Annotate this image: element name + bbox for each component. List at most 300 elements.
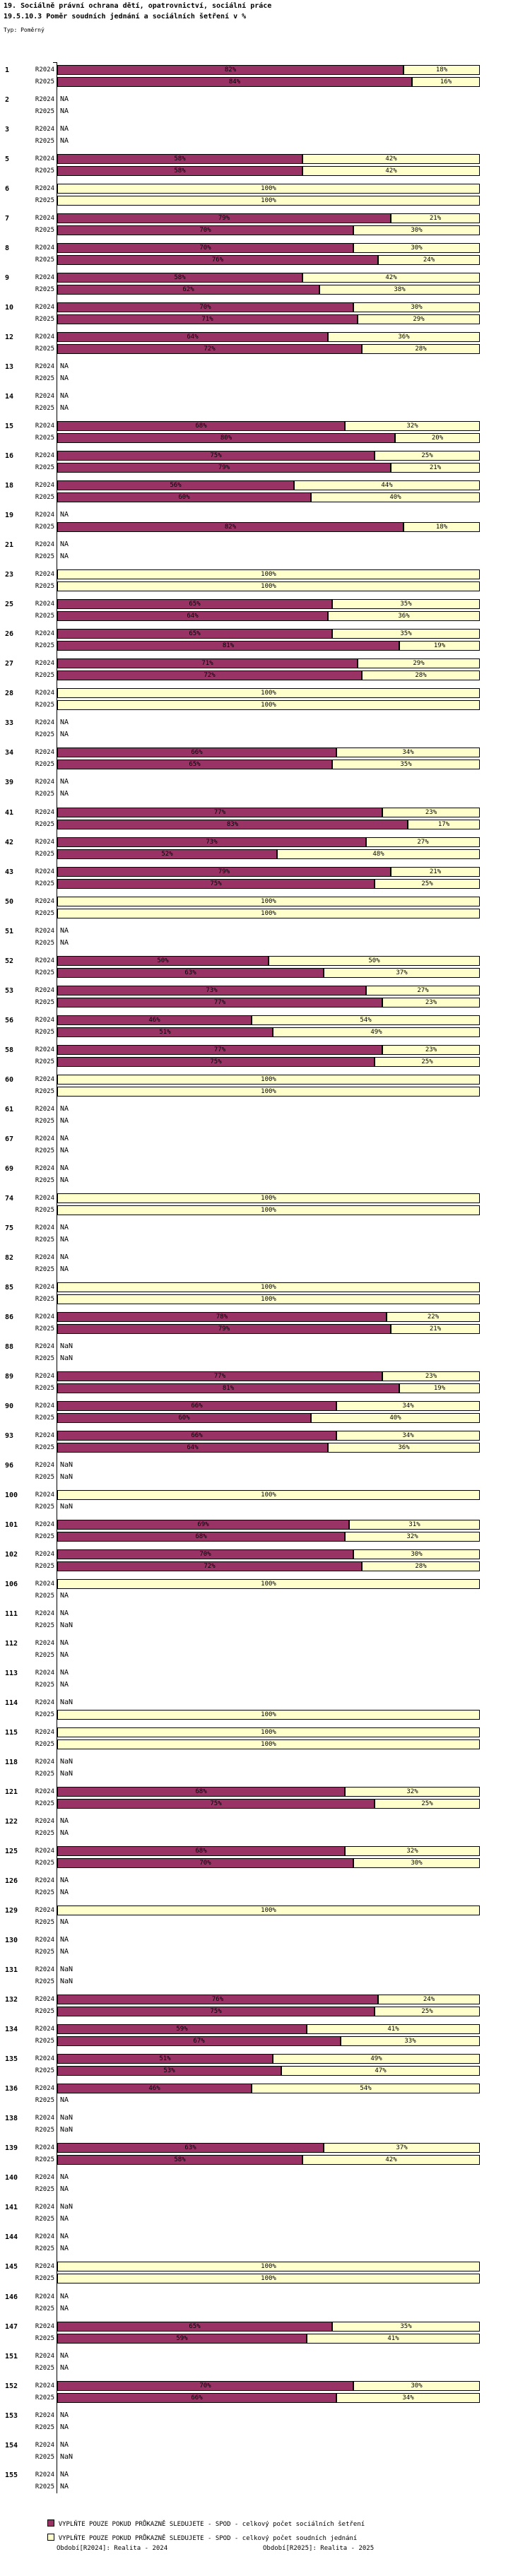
legend-swatch-light-icon	[47, 2534, 54, 2541]
na-label: NA	[60, 1253, 69, 1261]
bar-light-segment	[408, 820, 480, 829]
bar-value-label: 100%	[261, 1581, 276, 1588]
bar-value-label: 66%	[191, 2394, 203, 2401]
bar-dark-segment	[57, 998, 382, 1008]
period-label: R2025	[35, 2008, 54, 2015]
na-label: NA	[60, 2096, 69, 2104]
bar-light-segment	[311, 1413, 480, 1423]
na-label: NA	[60, 1609, 69, 1617]
na-label: NaN	[60, 1621, 73, 1629]
bar-value-label: 34%	[402, 1432, 414, 1439]
bar-value-label: 100%	[261, 1729, 276, 1736]
row-id-label: 111	[5, 1610, 18, 1618]
bar-dark-segment	[57, 599, 332, 609]
bar-dark-segment	[57, 2036, 341, 2046]
period-label: R2025	[35, 880, 54, 887]
period-label: R2025	[35, 1830, 54, 1837]
bar-value-label: 50%	[157, 957, 169, 964]
na-label: NA	[60, 1224, 69, 1231]
bar-value-label: 72%	[204, 1563, 216, 1570]
bar-value-label: 75%	[210, 2008, 222, 2015]
period-label: R2024	[35, 1877, 54, 1884]
bar-value-label: 82%	[224, 66, 237, 73]
bar-value-label: 58%	[174, 155, 186, 163]
bar-value-label: 68%	[195, 1848, 207, 1855]
bar-value-label: 34%	[402, 749, 414, 756]
bar-dark-segment	[57, 2381, 353, 2391]
row-id-label: 113	[5, 1670, 18, 1677]
period-label: R2025	[35, 2275, 54, 2282]
bar-value-label: 24%	[423, 256, 435, 264]
bar-value-label: 100%	[261, 910, 276, 917]
bar-value-label: 33%	[404, 2038, 416, 2045]
period-label: R2024	[35, 2412, 54, 2419]
period-label: R2025	[35, 702, 54, 709]
period-label: R2024	[35, 1373, 54, 1380]
row-id-label: 69	[5, 1165, 14, 1173]
bar-value-label: 100%	[261, 1207, 276, 1214]
bar-light-segment	[57, 897, 480, 906]
row-id-label: 33	[5, 719, 14, 727]
bar-light-segment	[375, 879, 480, 889]
bar-light-segment	[57, 1294, 480, 1304]
period-label: R2024	[35, 2144, 54, 2151]
bar-value-label: 79%	[218, 464, 230, 471]
bar-light-segment	[353, 243, 480, 253]
bar-value-label: 30%	[411, 2382, 423, 2389]
bar-value-label: 100%	[261, 690, 276, 697]
na-label: NA	[60, 719, 69, 726]
period-label: R2024	[35, 1966, 54, 1973]
row-id-label: 93	[5, 1432, 14, 1440]
period-label: R2024	[35, 541, 54, 548]
period-label: R2025	[35, 1741, 54, 1748]
period-label: R2025	[35, 138, 54, 145]
bar-value-label: 25%	[421, 1058, 433, 1065]
bar-value-label: 56%	[170, 482, 182, 489]
bar-value-label: 21%	[429, 464, 442, 471]
na-label: NA	[60, 1164, 69, 1172]
period-label: R2025	[35, 1860, 54, 1867]
bar-dark-segment	[57, 1431, 336, 1441]
row-id-label: 146	[5, 2293, 18, 2301]
bar-value-label: 42%	[385, 167, 397, 175]
na-label: NA	[60, 731, 69, 738]
period-label: R2025	[35, 494, 54, 501]
bar-dark-segment	[57, 808, 382, 817]
row-id-label: 26	[5, 630, 14, 638]
bar-value-label: 100%	[261, 2263, 276, 2270]
bar-value-label: 75%	[210, 880, 222, 887]
period-note-r2024: Období[R2024]: Realita - 2024	[57, 2545, 168, 2552]
bar-value-label: 37%	[396, 969, 408, 976]
period-label: R2025	[35, 553, 54, 560]
bar-value-label: 16%	[440, 78, 452, 85]
bar-value-label: 77%	[213, 809, 226, 816]
bar-light-segment	[349, 1520, 480, 1530]
na-label: NA	[60, 2293, 69, 2300]
bar-value-label: 49%	[370, 2055, 382, 2062]
na-label: NA	[60, 2352, 69, 2360]
bar-value-label: 100%	[261, 1491, 276, 1499]
bar-dark-segment	[57, 1846, 345, 1856]
row-id-label: 126	[5, 1877, 18, 1885]
bar-value-label: 21%	[429, 868, 442, 875]
bar-dark-segment	[57, 1383, 399, 1393]
period-label: R2024	[35, 1135, 54, 1142]
bar-dark-segment	[57, 867, 391, 877]
bar-value-label: 49%	[370, 1029, 382, 1036]
bar-light-segment	[57, 2262, 480, 2271]
period-label: R2025	[35, 108, 54, 115]
row-id-label: 130	[5, 1937, 18, 1944]
bar-dark-segment	[57, 1312, 387, 1322]
bar-light-segment	[375, 451, 480, 461]
row-id-label: 6	[5, 185, 10, 193]
bar-dark-segment	[57, 1015, 252, 1025]
period-label: R2025	[35, 1800, 54, 1807]
bar-light-segment	[57, 184, 480, 194]
bar-value-label: 100%	[261, 1284, 276, 1291]
na-label: NaN	[60, 2126, 73, 2134]
bar-dark-segment	[57, 421, 345, 431]
period-label: R2024	[35, 839, 54, 846]
bar-dark-segment	[57, 2393, 336, 2403]
row-id-label: 58	[5, 1046, 14, 1054]
na-label: NA	[60, 404, 69, 412]
bar-value-label: 63%	[184, 2144, 196, 2151]
period-label: R2024	[35, 1254, 54, 1261]
period-label: R2025	[35, 2394, 54, 2401]
bar-dark-segment	[57, 1799, 375, 1809]
period-label: R2025	[35, 524, 54, 531]
bar-value-label: 84%	[228, 78, 241, 85]
na-label: NA	[60, 374, 69, 382]
bar-value-label: 46%	[148, 1017, 160, 1024]
bar-value-label: 35%	[400, 761, 412, 768]
bar-light-segment	[391, 213, 480, 223]
period-label: R2025	[35, 2038, 54, 2045]
bar-value-label: 40%	[389, 1414, 401, 1422]
row-id-label: 102	[5, 1551, 18, 1559]
row-id-label: 52	[5, 957, 14, 965]
bar-value-label: 42%	[385, 155, 397, 163]
period-label: R2024	[35, 1402, 54, 1410]
period-label: R2024	[35, 2055, 54, 2062]
row-id-label: 134	[5, 2026, 18, 2033]
period-label: R2024	[35, 779, 54, 786]
bar-light-segment	[328, 332, 480, 342]
row-id-label: 136	[5, 2085, 18, 2093]
bar-light-segment	[57, 1710, 480, 1720]
bar-value-label: 32%	[406, 423, 418, 430]
row-id-label: 96	[5, 1462, 14, 1470]
period-label: R2025	[35, 1711, 54, 1718]
period-label: R2025	[35, 256, 54, 264]
bar-light-segment	[57, 2274, 480, 2283]
period-note-r2025: Období[R2025]: Realita - 2025	[263, 2545, 375, 2552]
row-id-label: 153	[5, 2412, 18, 2420]
bar-value-label: 32%	[406, 1848, 418, 1855]
period-label: R2024	[35, 2353, 54, 2360]
bar-light-segment	[57, 1727, 480, 1737]
row-id-label: 51	[5, 928, 14, 935]
na-label: NaN	[60, 1461, 73, 1469]
bar-value-label: 20%	[431, 435, 444, 442]
row-id-label: 50	[5, 898, 14, 906]
row-id-label: 9	[5, 274, 10, 282]
period-label: R2024	[35, 1076, 54, 1083]
period-label: R2025	[35, 1207, 54, 1214]
row-id-label: 122	[5, 1818, 18, 1826]
bar-value-label: 36%	[398, 1444, 410, 1451]
bar-value-label: 54%	[360, 1017, 372, 1024]
row-id-label: 112	[5, 1640, 18, 1648]
period-label: R2024	[35, 1670, 54, 1677]
bar-dark-segment	[57, 2007, 375, 2016]
bar-value-label: 35%	[400, 630, 412, 637]
na-label: NA	[60, 2471, 69, 2478]
period-label: R2024	[35, 2204, 54, 2211]
period-label: R2024	[35, 1284, 54, 1291]
period-label: R2024	[35, 749, 54, 756]
row-id-label: 135	[5, 2055, 18, 2063]
bar-dark-segment	[57, 658, 358, 668]
na-label: NA	[60, 2185, 69, 2193]
period-label: R2024	[35, 2471, 54, 2478]
row-id-label: 89	[5, 1373, 14, 1381]
period-label: R2024	[35, 1491, 54, 1499]
bar-value-label: 60%	[178, 494, 190, 501]
period-label: R2025	[35, 1622, 54, 1629]
bar-value-label: 64%	[187, 1444, 199, 1451]
bar-value-label: 50%	[368, 957, 380, 964]
period-label: R2025	[35, 1177, 54, 1184]
bar-light-segment	[57, 1490, 480, 1500]
period-label: R2025	[35, 2365, 54, 2372]
row-id-label: 67	[5, 1135, 14, 1143]
period-label: R2025	[35, 1296, 54, 1303]
period-label: R2024	[35, 2233, 54, 2240]
legend-swatch-dark-icon	[47, 2519, 54, 2527]
bar-value-label: 32%	[406, 1533, 418, 1540]
row-id-label: 115	[5, 1729, 18, 1737]
bar-light-segment	[332, 629, 480, 639]
legend-label-1: VYPLŇTE POUZE POKUD PRŮKAZNĚ SLEDUJETE - SPOD - celkový počet sociálních šetření	[58, 2521, 365, 2528]
na-label: NA	[60, 1651, 69, 1659]
bar-value-label: 73%	[206, 987, 218, 994]
bar-value-label: 28%	[415, 1563, 427, 1570]
bar-light-segment	[336, 1401, 480, 1411]
bar-dark-segment	[57, 1443, 328, 1453]
period-label: R2024	[35, 215, 54, 222]
bar-light-segment	[328, 1443, 480, 1453]
period-label: R2025	[35, 731, 54, 738]
bar-value-label: 42%	[385, 2156, 397, 2163]
bar-value-label: 23%	[425, 1373, 437, 1380]
period-label: R2024	[35, 1165, 54, 1172]
period-label: R2024	[35, 987, 54, 994]
period-label: R2024	[35, 1551, 54, 1558]
bar-value-label: 59%	[176, 2026, 188, 2033]
bar-dark-segment	[57, 2084, 252, 2093]
bar-dark-segment	[57, 1520, 349, 1530]
bar-value-label: 29%	[413, 660, 425, 667]
bar-dark-segment	[57, 332, 328, 342]
bar-light-segment	[366, 837, 480, 847]
na-label: NA	[60, 2411, 69, 2419]
bar-value-label: 25%	[421, 880, 433, 887]
period-label: R2024	[35, 898, 54, 905]
row-id-label: 27	[5, 660, 14, 668]
bar-light-segment	[358, 314, 480, 324]
bar-value-label: 79%	[218, 868, 230, 875]
row-id-label: 56	[5, 1017, 14, 1024]
bar-dark-segment	[57, 956, 269, 966]
row-id-label: 131	[5, 1966, 18, 1974]
y-axis-top-tick	[53, 62, 57, 63]
na-label: NaN	[60, 1354, 73, 1362]
row-id-label: 2	[5, 96, 10, 104]
period-label: R2025	[35, 435, 54, 442]
bar-value-label: 100%	[261, 583, 276, 590]
period-label: R2024	[35, 868, 54, 875]
bar-dark-segment	[57, 2143, 324, 2153]
row-id-label: 43	[5, 868, 14, 876]
row-id-label: 42	[5, 839, 14, 846]
bar-value-label: 100%	[261, 185, 276, 192]
bar-light-segment	[57, 1193, 480, 1203]
period-label: R2025	[35, 1118, 54, 1125]
bar-dark-segment	[57, 1858, 353, 1868]
na-label: NaN	[60, 1503, 73, 1511]
bar-light-segment	[336, 2393, 480, 2403]
bar-light-segment	[399, 1383, 480, 1393]
bar-value-label: 48%	[372, 851, 384, 858]
bar-light-segment	[324, 2143, 480, 2153]
bar-value-label: 65%	[189, 761, 201, 768]
bar-dark-segment	[57, 2334, 307, 2344]
period-label: R2025	[35, 910, 54, 917]
bar-light-segment	[328, 611, 480, 621]
period-label: R2025	[35, 2245, 54, 2252]
row-id-label: 106	[5, 1581, 18, 1588]
bar-value-label: 30%	[411, 227, 423, 234]
bar-light-segment	[57, 1579, 480, 1589]
bar-value-label: 51%	[159, 1029, 171, 1036]
period-label: R2024	[35, 482, 54, 489]
row-id-label: 82	[5, 1254, 14, 1262]
bar-dark-segment	[57, 1401, 336, 1411]
bar-value-label: 70%	[199, 227, 211, 234]
row-id-label: 15	[5, 423, 14, 430]
bar-value-label: 70%	[199, 1551, 211, 1558]
period-label: R2025	[35, 1682, 54, 1689]
period-label: R2024	[35, 1848, 54, 1855]
bar-value-label: 70%	[199, 304, 211, 311]
row-id-label: 121	[5, 1788, 18, 1796]
period-label: R2024	[35, 2263, 54, 2270]
period-label: R2025	[35, 2216, 54, 2223]
bar-value-label: 100%	[261, 571, 276, 578]
bar-value-label: 51%	[159, 2055, 171, 2062]
bar-value-label: 23%	[425, 999, 437, 1006]
period-label: R2025	[35, 1474, 54, 1481]
period-label: R2024	[35, 244, 54, 252]
bar-value-label: 70%	[199, 1860, 211, 1867]
bar-value-label: 22%	[427, 1313, 440, 1321]
bar-dark-segment	[57, 273, 302, 283]
period-label: R2025	[35, 1058, 54, 1065]
na-label: NA	[60, 1918, 69, 1926]
period-label: R2024	[35, 423, 54, 430]
bar-value-label: 25%	[421, 1800, 433, 1807]
na-label: NaN	[60, 2203, 73, 2211]
bar-value-label: 34%	[402, 1402, 414, 1410]
bar-dark-segment	[57, 748, 336, 757]
row-id-label: 19	[5, 512, 14, 519]
bar-value-label: 60%	[178, 1414, 190, 1422]
bar-value-label: 75%	[210, 452, 222, 459]
period-label: R2024	[35, 1313, 54, 1321]
period-label: R2025	[35, 464, 54, 471]
period-label: R2024	[35, 1581, 54, 1588]
period-label: R2024	[35, 452, 54, 459]
bar-light-segment	[382, 808, 480, 817]
bar-value-label: 41%	[387, 2335, 399, 2342]
bar-value-label: 18%	[435, 524, 448, 531]
bar-dark-segment	[57, 968, 324, 978]
period-label: R2025	[35, 821, 54, 828]
bar-light-segment	[57, 1087, 480, 1097]
bar-value-label: 35%	[400, 601, 412, 608]
period-label: R2025	[35, 2127, 54, 2134]
bar-dark-segment	[57, 641, 399, 651]
period-label: R2024	[35, 630, 54, 637]
bar-value-label: 83%	[226, 821, 239, 828]
bar-light-segment	[345, 1787, 480, 1797]
period-label: R2024	[35, 1937, 54, 1944]
bar-value-label: 30%	[411, 1860, 423, 1867]
bar-value-label: 66%	[191, 1432, 203, 1439]
period-label: R2024	[35, 1818, 54, 1825]
row-id-label: 61	[5, 1106, 14, 1113]
na-label: NA	[60, 137, 69, 145]
row-id-label: 101	[5, 1521, 18, 1529]
bar-value-label: 34%	[402, 2394, 414, 2401]
bar-value-label: 29%	[413, 316, 425, 323]
bar-light-segment	[382, 998, 480, 1008]
na-label: NaN	[60, 1966, 73, 1973]
chart-type-label: Typ: Poměrný	[4, 27, 45, 33]
bar-value-label: 100%	[261, 1741, 276, 1748]
row-id-label: 138	[5, 2115, 18, 2122]
period-label: R2024	[35, 2382, 54, 2389]
period-label: R2024	[35, 2323, 54, 2330]
period-label: R2024	[35, 1996, 54, 2003]
bar-value-label: 21%	[429, 215, 442, 222]
na-label: NA	[60, 2364, 69, 2372]
bar-light-segment	[375, 1799, 480, 1809]
period-label: R2025	[35, 940, 54, 947]
period-label: R2024	[35, 1224, 54, 1231]
bar-value-label: 28%	[415, 345, 427, 353]
bar-dark-segment	[57, 213, 391, 223]
bar-dark-segment	[57, 314, 358, 324]
row-id-label: 118	[5, 1759, 18, 1766]
na-label: NA	[60, 107, 69, 115]
bar-dark-segment	[57, 451, 375, 461]
